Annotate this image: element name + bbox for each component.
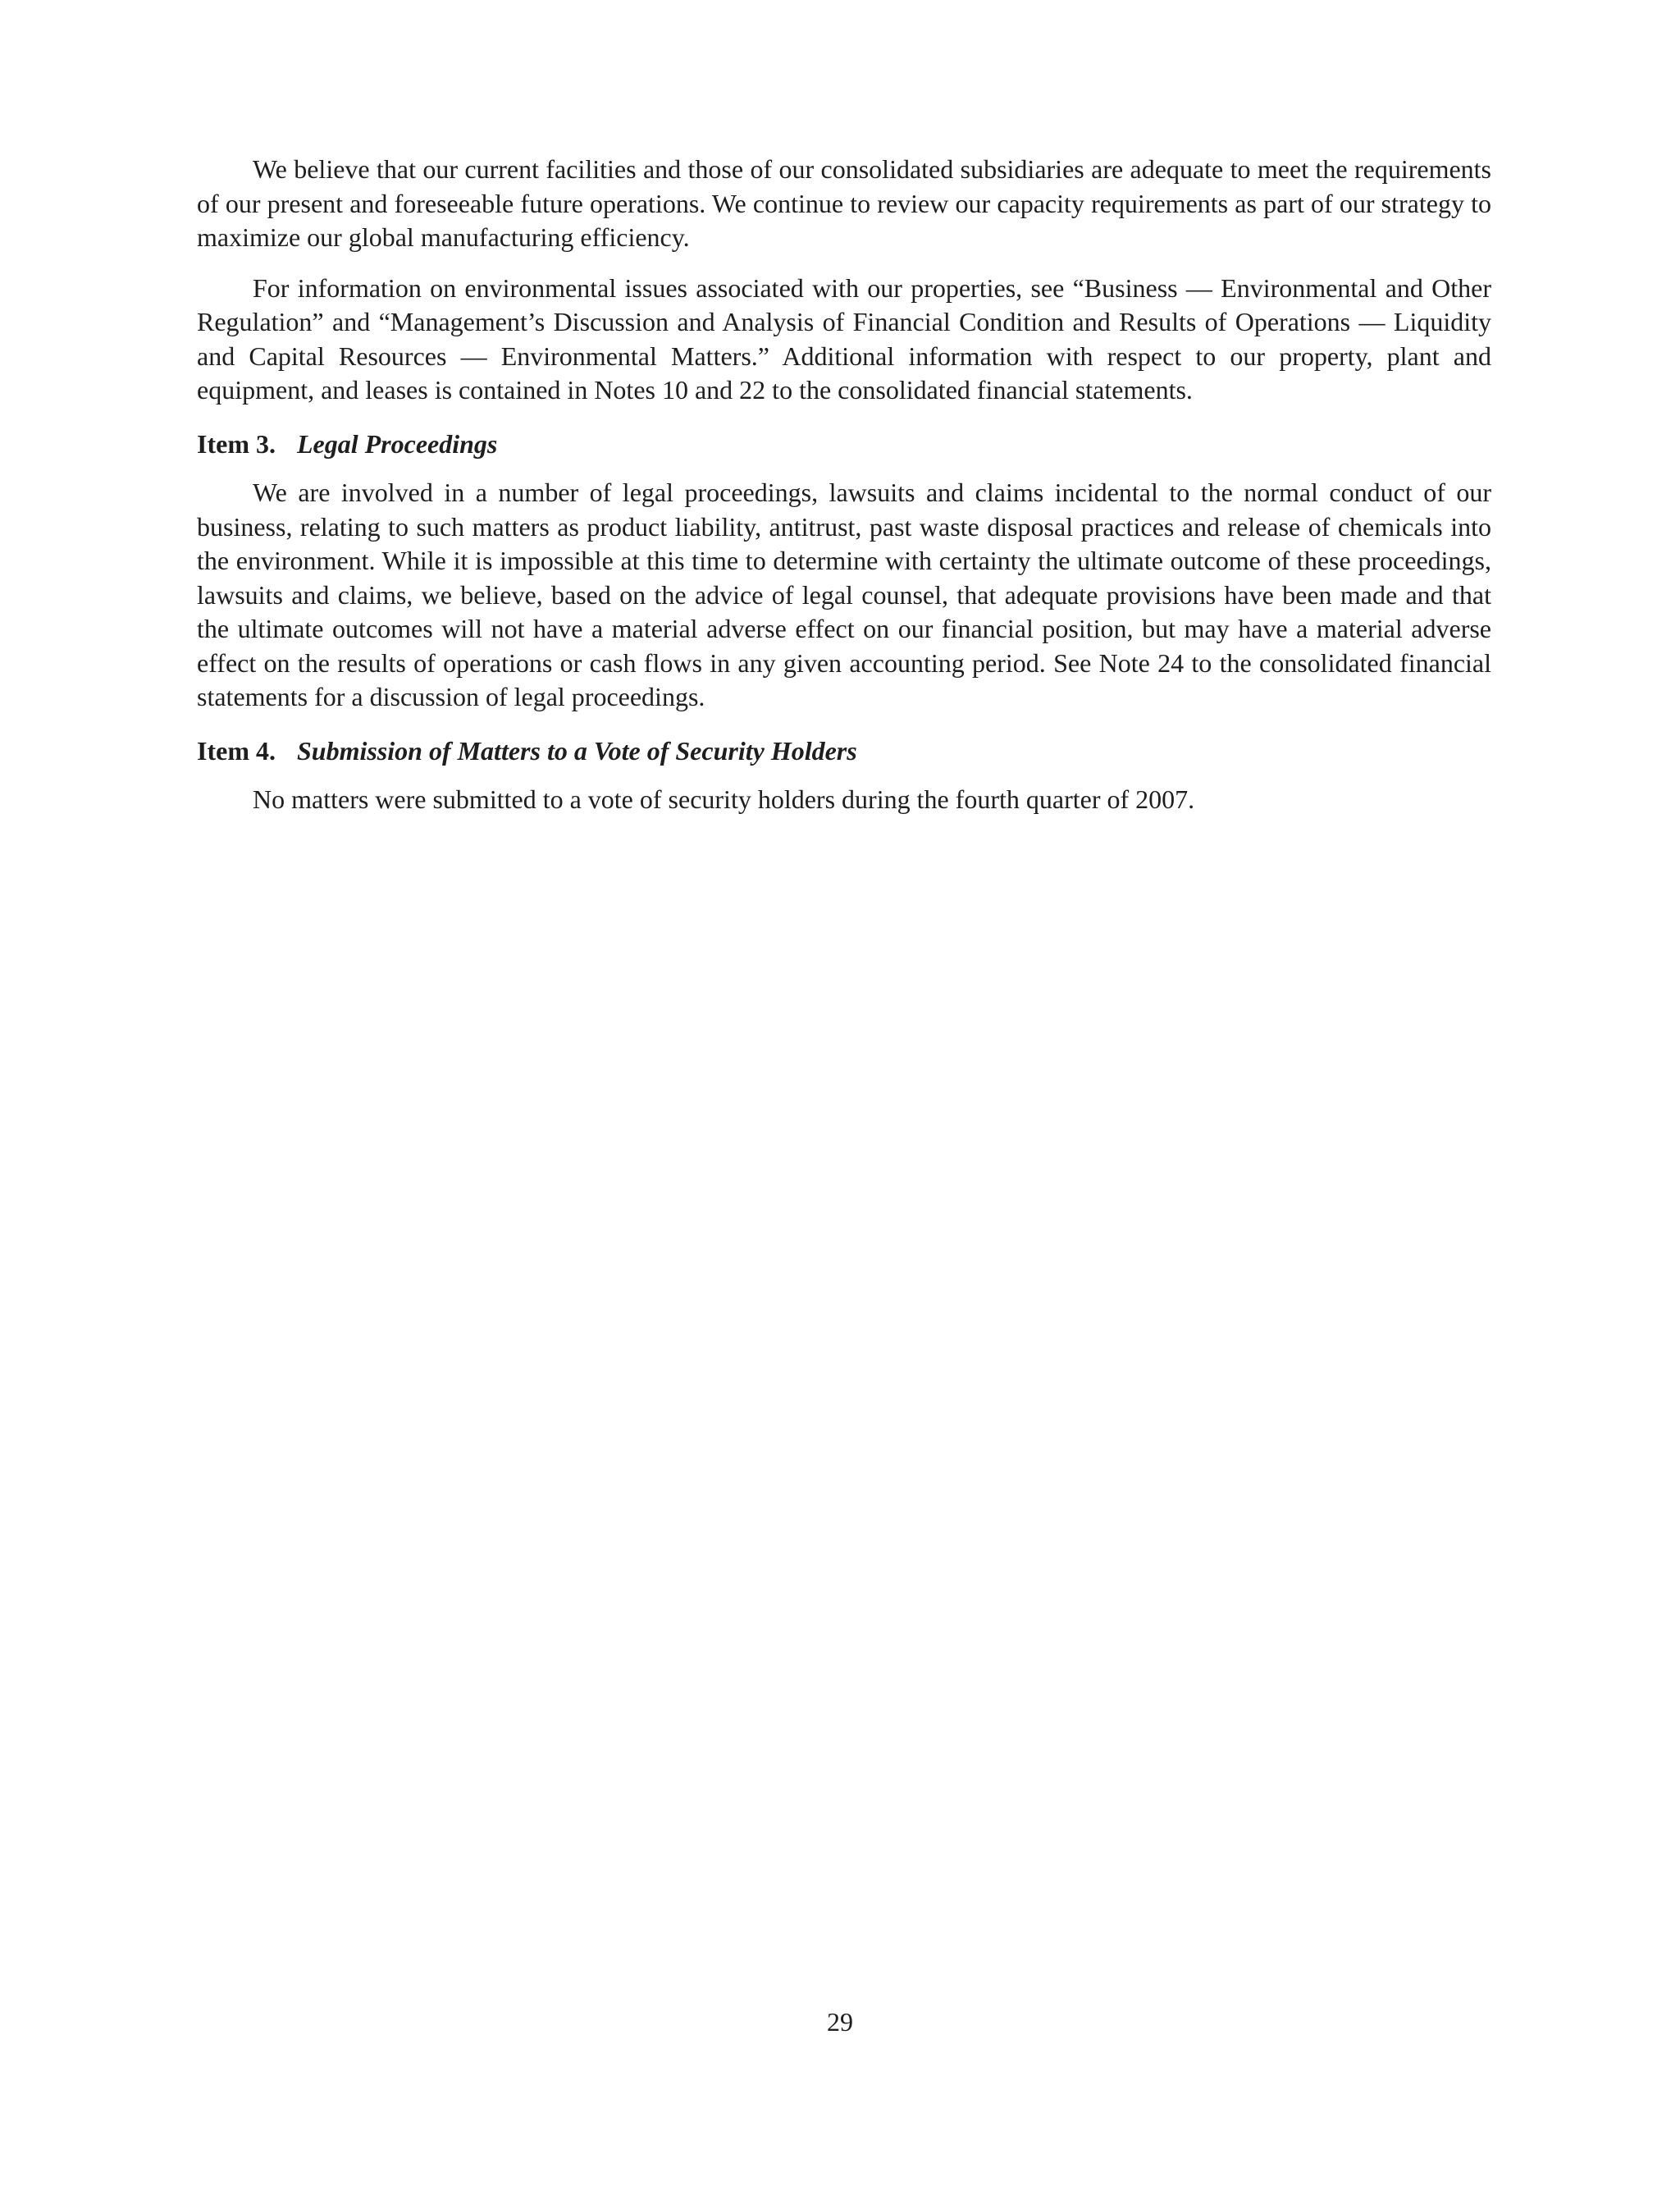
- item-3-heading: [197, 427, 1491, 462]
- document-body: [197, 153, 1491, 817]
- item-4-title: Submission of Matters to a Vote of Security Holders: [296, 735, 857, 766]
- item-3-number: Item 3.: [197, 428, 276, 459]
- item-4-heading: [197, 734, 1491, 769]
- paragraph-security-holders: No matters were submitted to a vote of security holders during the fourth quarter of 2007.: [253, 784, 1195, 814]
- paragraph-environmental-info: For information on environmental issues associated with our properties, see “Business — Environmental and Other Regulation” and “Management’s Discussion and Analysis of Financial Condition and Results of Operations — Liquidity and Capital Resources — Environmental Matters.” Additional information with respect to our property, plant and equipment, and leases is contained in Notes 10 and 22 to the consolidated financial statements.: [197, 272, 1491, 405]
- item-4-number: Item 4.: [197, 735, 276, 766]
- page-number: 29: [827, 2007, 853, 2037]
- paragraph-legal-proceedings: We are involved in a number of legal proceedings, lawsuits and claims incidental to the normal conduct of our business, relating to such matters as product liability, antitrust, past waste disposal practices and release of chemicals into the environment. While it is impossible at this time to determine with certainty the ultimate outcome of these proceedings, lawsuits and claims, we believe, based on the advice of legal counsel, that adequate provisions have been made and that the ultimate outcomes will not have a material adverse effect on our financial position, but may have a material adverse effect on the results of operations or cash flows in any given accounting period. See Note 24 to the consolidated financial statements for a discussion of legal proceedings.: [197, 478, 1491, 711]
- paragraph-facilities: We believe that our current facilities and those of our consolidated subsidiaries are adequate to meet the requirements of our present and foreseeable future operations. We continue to review our capacity requirements as part of our strategy to maximize our global manufacturing efficiency.: [197, 154, 1491, 252]
- item-3-title: Legal Proceedings: [296, 428, 498, 459]
